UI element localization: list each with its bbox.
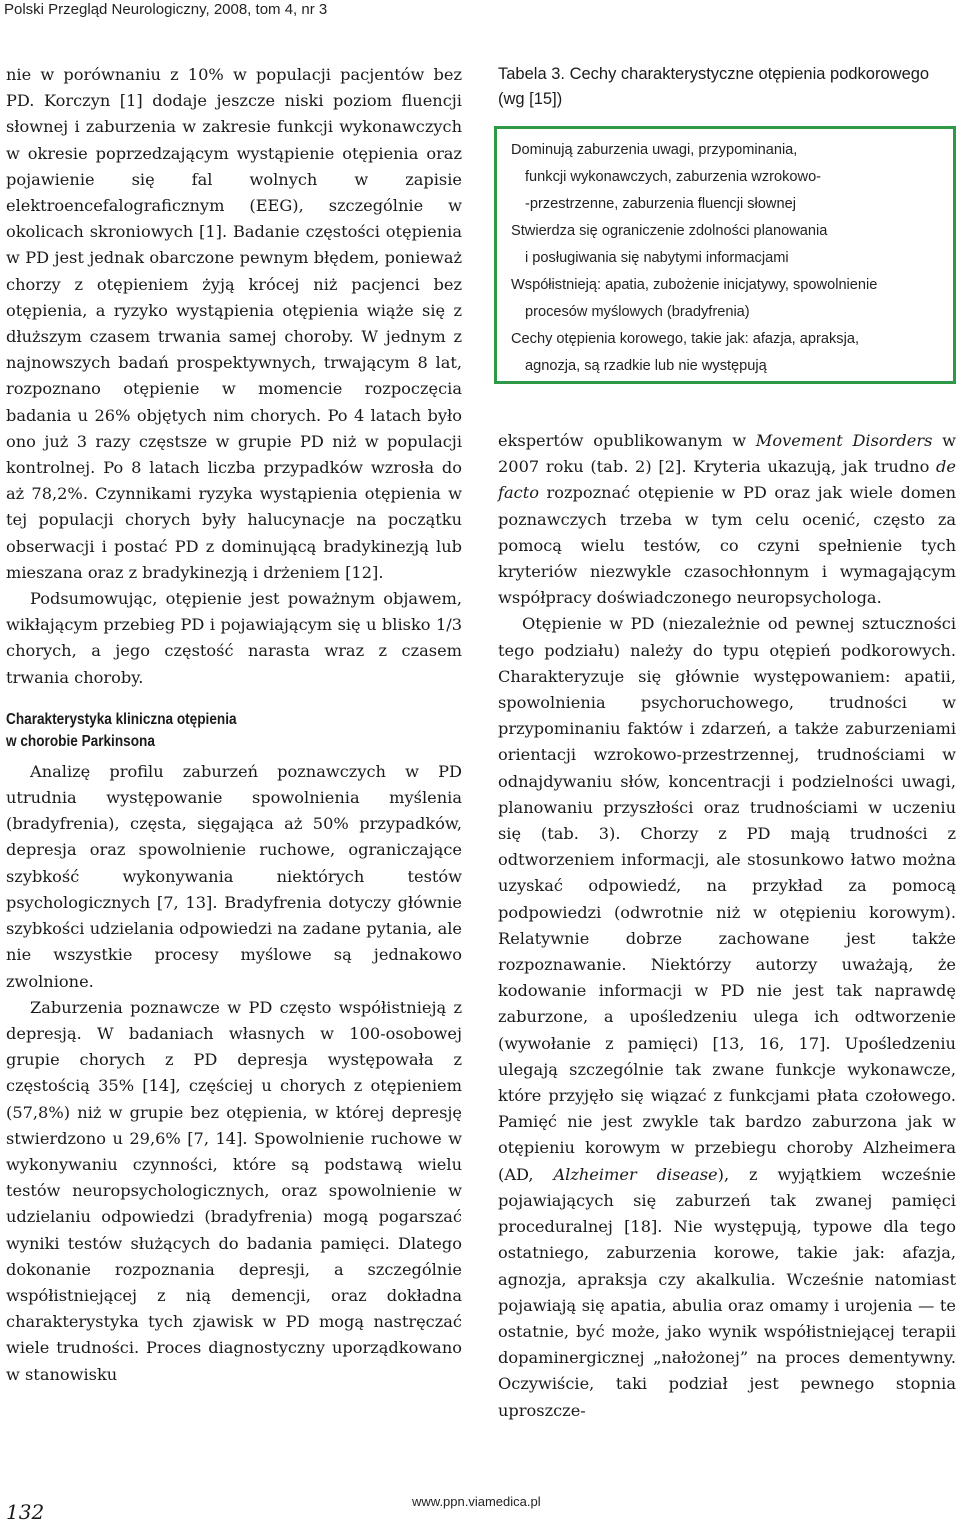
left-paragraph-2: Podsumowując, otępienie jest poważnym objawem, wikłającym przebieg PD i pojawiającym się u blisko 1/3 chorych, a jego częstość narasta wraz z czasem trwania choroby.	[6, 589, 462, 687]
table-3	[494, 126, 956, 384]
left-paragraph-4: Zaburzenia poznawcze w PD często współistnieją z depresją. W badaniach własnych w 100-osobowej grupie chorych z PD depresja występowała z częstością 35% [14], częściej u chorych z otępieniem (57,8%) niż w grupie bez otępienia, w której depresję stwierdzono u 29,6% [7, 14]. Spowolnienie ruchowe w wykonywaniu czynności, które są podstawą wielu testów neuropsychologicznych, oraz spowolnienie w udzielaniu odpowiedzi (bradyfrenia) mogą pogarszać wyniki testów służących do badania pamięci. Dlatego dokonanie rozpoznania depresji, a szczególnie współistniejącej z nią demencji, oraz dokładna charakterystyka tych zjawisk w PD mogą nastręczać wiele trudności. Proces diagnostyczny uporządkowano w stanowisku	[6, 997, 462, 1384]
text-run: ekspertów opublikowanym w	[498, 431, 756, 450]
table-row	[511, 137, 939, 218]
table-row	[511, 218, 939, 272]
text-run: rozpoznać otępienie w PD oraz jak wiele domen poznawczych trzeba w tym celu ocenić, często za pomocą wielu testów, co czyni spełnienie tych kryteriów niezwykle czasochłonnym i wymagającym współpracy doświadczonego neuropsychologa.	[498, 483, 956, 608]
text-run: w 2007 roku (tab. 2) [2]. Kryteria ukazują, jak trudno	[498, 431, 956, 477]
table-caption-text: Cechy charakterystyczne otępienia podkorowego (wg [15])	[498, 65, 930, 108]
table-caption	[498, 62, 958, 112]
text-run: Otępienie w PD (niezależnie od pewnej sztuczności tego podziału) należy do typu otępień podkorowych. Charakteryzuje się głównie występowaniem: apatii, spowolnienia psychoruchowego, trudności w przypominaniu faktów i zdarzeń, a także zaburzeniami orientacji wzrokowo-przestrzennej, trudnościami w odnajdywaniu słów, koncentracji i podzielności uwagi, planowaniu przyszłości oraz trudnościami w uczeniu się (tab. 3). Chorzy z PD mają trudności z odtworzeniem informacji, ale stosunkowo łatwo można uzyskać odpowiedź, na przykład za pomocą podpowiedzi (odwrotnie niż w otępieniu korowym). Relatywnie dobrze zachowane jest także rozpoznawanie. Niektórzy autorzy uważają, że kodowanie informacji w PD nie jest tak naprawdę zaburzone, a upośledzeniu ulega ich odtworzenie (wywołanie z pamięci) [13, 16, 17]. Upośledzeniu ulegają szczególnie tak zwane funkcje wykonawcze, które przyjęło się wiązać z funkcjami płata czołowego. Pamięć nie jest zwykle tak bardzo zaburzona jak w otępieniu korowym w przebiegu choroby Alzheimera (AD,	[498, 614, 956, 1184]
left-column	[6, 62, 462, 1388]
table-row-text: Stwierdza się ograniczenie zdolności planowania	[511, 223, 828, 239]
table-label: Tabela 3.	[498, 65, 565, 83]
journal-name-italic: Movement Disorders	[755, 431, 933, 450]
table-row-continuation: -przestrzenne, zaburzenia fluencji słownej	[525, 196, 796, 212]
right-column	[498, 428, 956, 1424]
journal-header	[0, 0, 960, 22]
page-number: 132	[6, 1500, 45, 1524]
table-row-text: Cechy otępienia korowego, takie jak: afazja, apraksja,	[511, 331, 860, 347]
table-row-continuation: agnozja, są rzadkie lub nie występują	[525, 358, 767, 374]
table-row-continuation: funkcji wykonawczych, zaburzenia wzrokowo-	[525, 169, 822, 185]
table-row-continuation: procesów myślowych (bradyfrenia)	[525, 304, 750, 320]
section-heading-line-2: w chorobie Parkinsona	[6, 732, 155, 750]
latin-phrase-italic: de facto	[498, 457, 956, 503]
right-paragraph-2	[498, 611, 956, 1423]
table-row-continuation: i posługiwania się nabytymi informacjami	[525, 250, 789, 266]
journal-title: Polski Przegląd Neurologiczny, 2008, tom 4, nr 3	[4, 1, 328, 18]
section-heading	[6, 709, 394, 753]
text-run: ), z wyjątkiem wcześnie pojawiających się zaburzeń tak zwanej pamięci proceduralnej [18]. Nie występują, typowe dla tego ostatniego, zaburzenia korowe, takie jak: afazja, agnozja, apraksja czy akalkulia. Wcześnie natomiast pojawiają się apatia, abulia oraz omamy i urojenia — te ostatnie, być może, jako wynik współistniejącej terapii dopaminergicznej „nałożonej” na proces dementywny. Oczywiście, taki podział jest pewnego stopnia uproszcze-	[498, 1164, 956, 1420]
table-row-text: Dominują zaburzenia uwagi, przypominania,	[511, 142, 798, 158]
left-paragraph-1: nie w porównaniu z 10% w populacji pacjentów bez PD. Korczyn [1] dodaje jeszcze niski poziom fluencji słownej i zaburzenia w zakresie funkcji wykonawczych w okresie poprzedzającym wystąpienie otępienia oraz pojawienie się fal wolnych w zapisie elektroencefalograficznym (EEG), szczególnie w okolicach skroniowych [1]. Badanie częstości otępienia w PD jest jednak obarczone pewnym błędem, ponieważ chorzy z otępieniem żyją krócej niż pacjenci bez otępienia, a ryzyko wystąpienia otępienia wiąże się z dłuższym czasem trwania samej choroby. W jednym z najnowszych badań prospektywnych, trwającym 8 lat, rozpoznano otępienie w momencie rozpoczęcia badania u 26% objętych nim chorych. Po 4 latach było ono już 3 razy częstsze w grupie PD niż w populacji kontrolnej. Po 8 latach liczba przypadków wzrosła do aż 78,2%. Czynnikami ryzyka wystąpienia otępienia w tej populacji chorych były halucynacje na początku obserwacji i postać PD z dominującą bradykinezją lub mieszana oraz z bradykinezją i drżeniem [12].	[6, 65, 462, 582]
section-heading-line-1: Charakterystyka kliniczna otępienia	[6, 710, 237, 728]
table-row-text: Współistnieją: apatia, zubożenie inicjatywy, spowolnienie	[511, 277, 878, 293]
table-row	[511, 326, 939, 380]
left-paragraph-3: Analizę profilu zaburzeń poznawczych w PD utrudnia występowanie spowolnienia myślenia (bradyfrenia), częsta, sięgająca aż 50% przypadków, depresja oraz spowolnienie ruchowe, ograniczające szybkość wykonywania niektórych testów psychologicznych [7, 13]. Bradyfrenia dotyczy głównie szybkości udzielania odpowiedzi na zadane pytania, ale nie wszystkie procesy myślowe są jednakowo zwolnione.	[6, 761, 462, 991]
right-paragraph-1	[498, 428, 956, 611]
disease-name-italic: Alzheimer disease	[553, 1164, 718, 1184]
journal-url: www.ppn.viamedica.pl	[412, 1494, 541, 1509]
table-row	[511, 272, 939, 326]
